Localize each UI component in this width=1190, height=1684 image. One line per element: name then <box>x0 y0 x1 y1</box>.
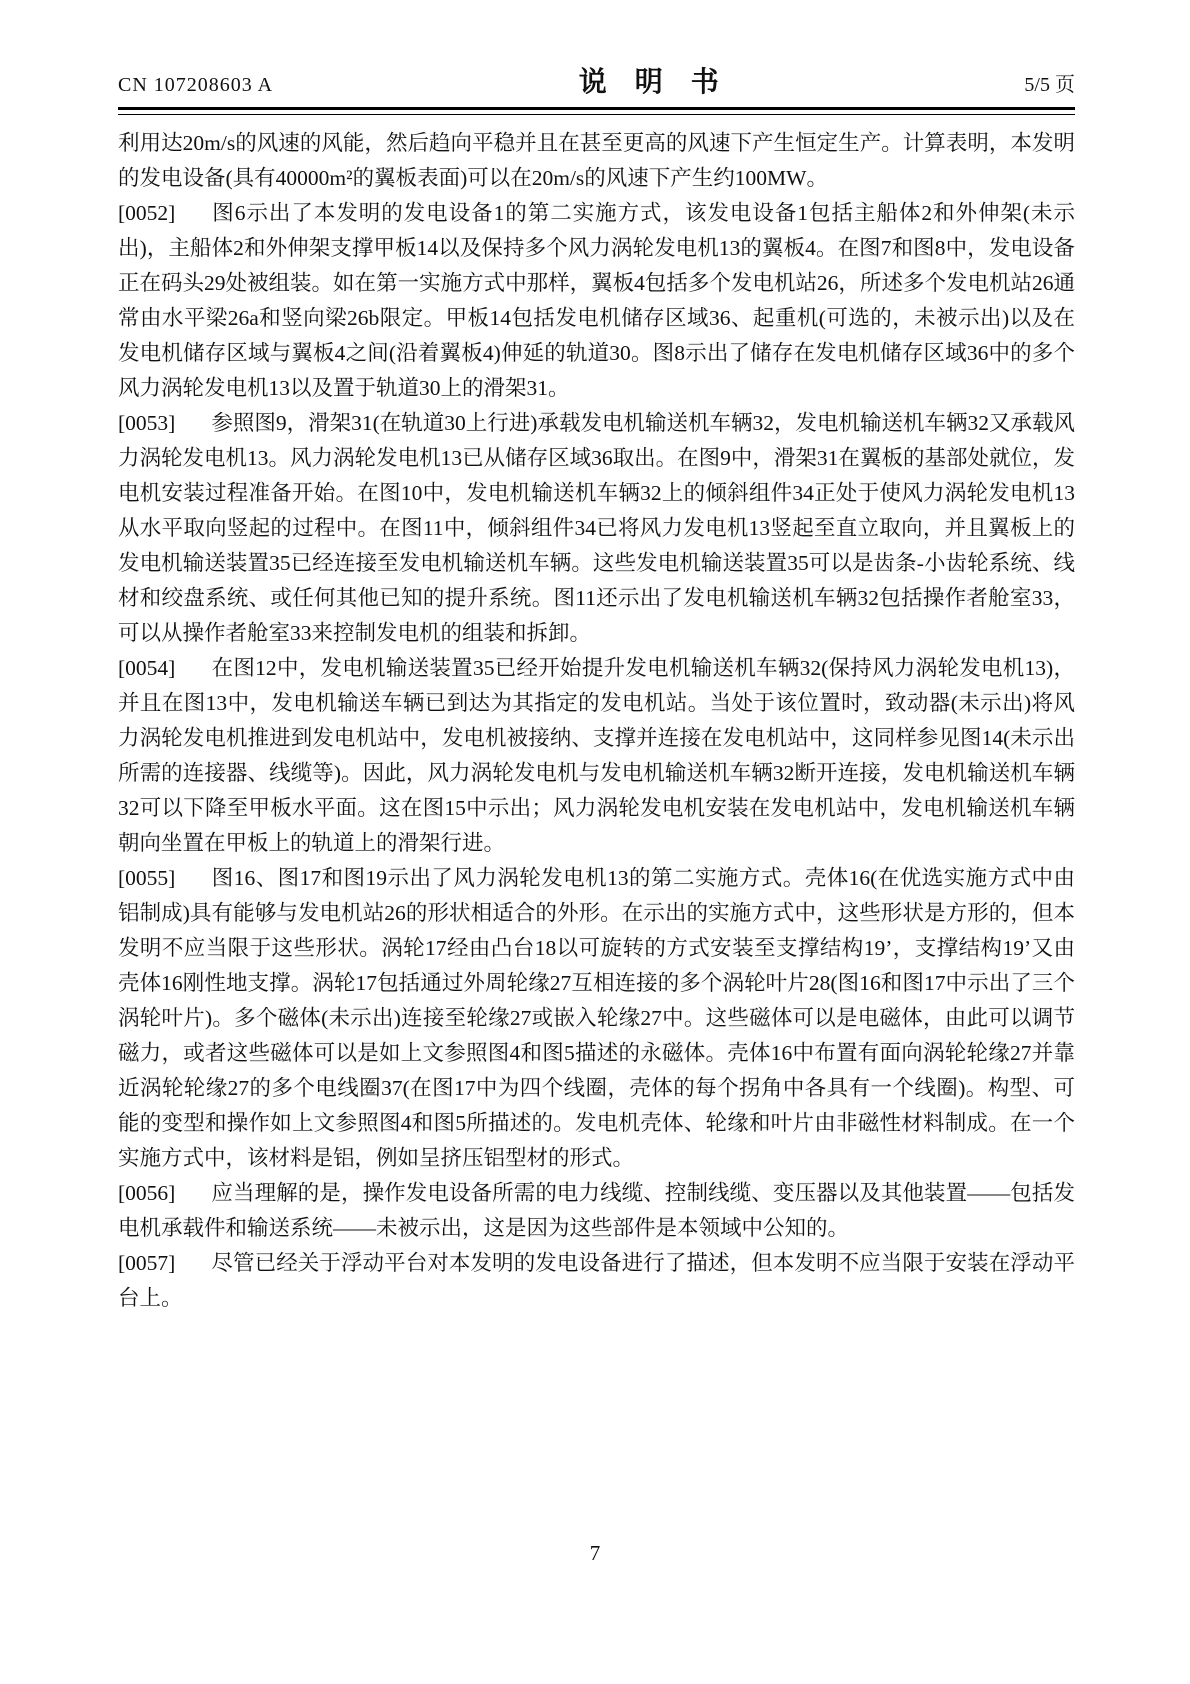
paragraph-0055 <box>118 861 1075 1176</box>
paragraph-continuation <box>118 126 1075 196</box>
publication-number: CN 107208603 A <box>118 74 274 96</box>
paragraph-0053 <box>118 406 1075 651</box>
paragraph-number: [0054] <box>118 656 176 680</box>
paragraph-text: 尽管已经关于浮动平台对本发明的发电设备进行了描述，但本发明不应当限于安装在浮动平台上。 <box>118 1251 1075 1310</box>
page-number: 7 <box>589 1541 601 1565</box>
page-header <box>118 60 1075 100</box>
paragraph-text: 参照图9，滑架31(在轨道30上行进)承载发电机输送机车辆32，发电机输送机车辆32又承载风力涡轮发电机13。风力涡轮发电机13已从储存区域36取出。在图9中，滑架31在翼板的基部处就位，发电机安装过程准备开始。在图10中，发电机输送机车辆32上的倾斜组件34正处于使风力涡轮发电机13从水平取向竖起的过程中。在图11中，倾斜组件34已将风力发电机13竖起至直立取向，并且翼板上的发电机输送装置35已经连接至发电机输送机车辆。这些发电机输送装置35可以是齿条-小齿轮系统、线材和绞盘系统、或任何其他已知的提升系统。图11还示出了发电机输送机车辆32包括操作者舱室33，可以从操作者舱室33来控制发电机的组装和拆卸。 <box>118 411 1075 645</box>
paragraph-text: 在图12中，发电机输送装置35已经开始提升发电机输送机车辆32(保持风力涡轮发电机13)，并且在图13中，发电机输送车辆已到达为其指定的发电机站。当处于该位置时，致动器(未示出)将风力涡轮发电机推进到发电机站中，发电机被接纳、支撑并连接在发电机站中，这同样参见图14(未示出所需的连接器、线缆等)。因此，风力涡轮发电机与发电机输送机车辆32断开连接，发电机输送机车辆32可以下降至甲板水平面。这在图15中示出；风力涡轮发电机安装在发电机站中，发电机输送机车辆朝向坐置在甲板上的轨道上的滑架行进。 <box>118 656 1075 855</box>
paragraph-number: [0056] <box>118 1181 176 1205</box>
page-footer <box>0 1541 1190 1566</box>
paragraph-0054 <box>118 651 1075 861</box>
page-indicator: 5/5 页 <box>1024 74 1075 96</box>
paragraph-0052 <box>118 196 1075 406</box>
paragraph-text: 利用达20m/s的风速的风能，然后趋向平稳并且在甚至更高的风速下产生恒定生产。计算表明，本发明的发电设备(具有40000m²的翼板表面)可以在20m/s的风速下产生约100MW。 <box>118 131 1075 190</box>
paragraph-text: 应当理解的是，操作发电设备所需的电力线缆、控制线缆、变压器以及其他装置——包括发电机承载件和输送系统——未被示出，这是因为这些部件是本领域中公知的。 <box>118 1181 1075 1240</box>
paragraph-0056 <box>118 1176 1075 1246</box>
specification-body <box>118 126 1075 1316</box>
paragraph-0057 <box>118 1246 1075 1316</box>
paragraph-text: 图16、图17和图19示出了风力涡轮发电机13的第二实施方式。壳体16(在优选实施方式中由铝制成)具有能够与发电机站26的形状相适合的外形。在示出的实施方式中，这些形状是方形的，但本发明不应当限于这些形状。涡轮17经由凸台18以可旋转的方式安装至支撑结构19’，支撑结构19’又由壳体16刚性地支撑。涡轮17包括通过外周轮缘27互相连接的多个涡轮叶片28(图16和图17中示出了三个涡轮叶片)。多个磁体(未示出)连接至轮缘27或嵌入轮缘27中。这些磁体可以是电磁体，由此可以调节磁力，或者这些磁体可以是如上文参照图4和图5描述的永磁体。壳体16中布置有面向涡轮轮缘27并靠近涡轮轮缘27的多个电线圈37(在图17中为四个线圈，壳体的每个拐角中各具有一个线圈)。构型、可能的变型和操作如上文参照图4和图5所描述的。发电机壳体、轮缘和叶片由非磁性材料制成。在一个实施方式中，该材料是铝，例如呈挤压铝型材的形式。 <box>118 866 1075 1170</box>
paragraph-text: 图6示出了本发明的发电设备1的第二实施方式，该发电设备1包括主船体2和外伸架(未示出)，主船体2和外伸架支撑甲板14以及保持多个风力涡轮发电机13的翼板4。在图7和图8中，发电设备正在码头29处被组装。如在第一实施方式中那样，翼板4包括多个发电机站26，所述多个发电机站26通常由水平梁26a和竖向梁26b限定。甲板14包括发电机储存区域36、起重机(可选的，未被示出)以及在发电机储存区域与翼板4之间(沿着翼板4)伸延的轨道30。图8示出了储存在发电机储存区域36中的多个风力涡轮发电机13以及置于轨道30上的滑架31。 <box>118 201 1075 400</box>
header-rule <box>118 107 1075 115</box>
paragraph-number: [0057] <box>118 1251 176 1275</box>
document-title: 说 明 书 <box>578 66 719 97</box>
paragraph-number: [0053] <box>118 411 176 435</box>
paragraph-number: [0052] <box>118 201 176 225</box>
paragraph-number: [0055] <box>118 866 176 890</box>
